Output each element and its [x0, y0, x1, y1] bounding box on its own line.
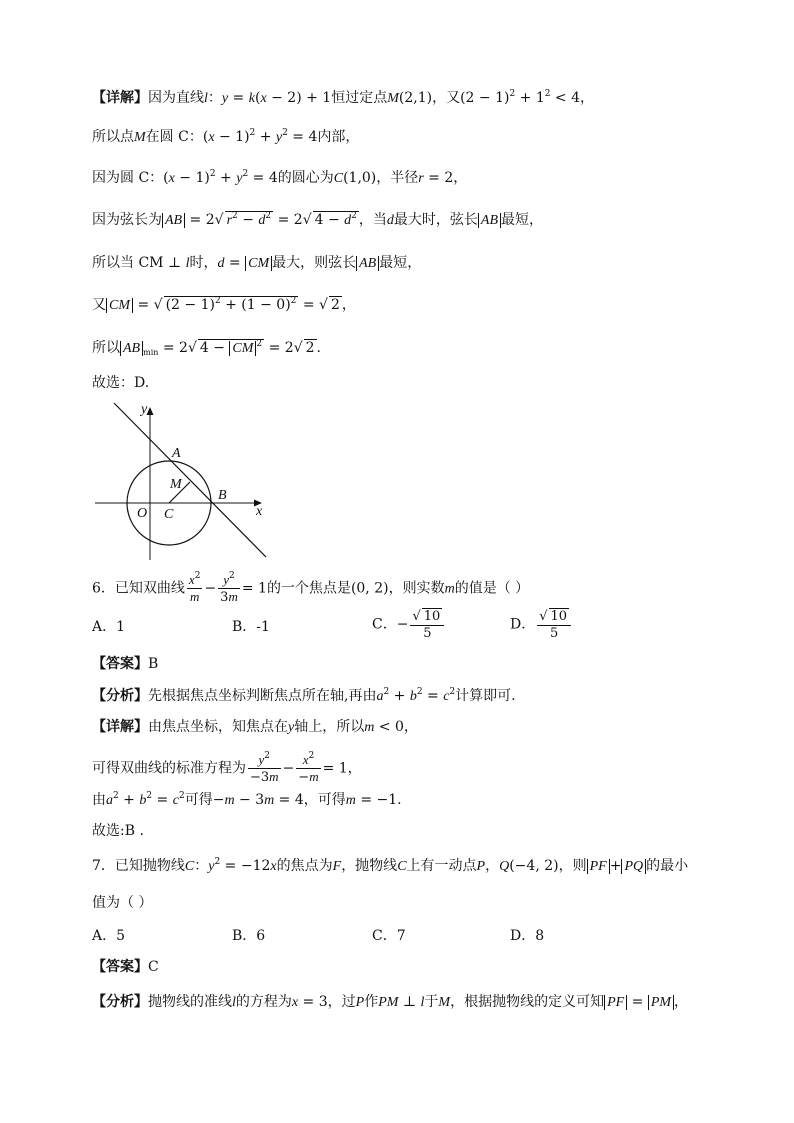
label-b: B	[218, 488, 227, 503]
q6-analysis: 【分析】先根据焦点坐标判断焦点所在轴,再由$a^2 + b^2 = c^2$计算即可.	[92, 687, 516, 704]
detail-tag: 【详解】	[92, 90, 148, 106]
point-m: M	[387, 91, 399, 106]
q6-answer: 【答案】B	[92, 656, 159, 672]
q6-detail: 【详解】由焦点坐标，知焦点在y轴上，所以m < 0，	[92, 719, 418, 735]
q6-option-c: C．− $\frac{√ 10}{5}$	[372, 608, 446, 641]
p5-line-6: 又 CM = √ $(2 - 1)^2 + (1 - 0)^2$ = √ 2 ，	[92, 296, 356, 313]
q6-option-b: B．-1	[232, 619, 270, 635]
q7-analysis: 【分析】抛物线的准线l的方程为x = 3，过P作PM ⊥ l于M，根据抛物线的定义可知 PF = PM ，	[92, 994, 689, 1010]
q7-stem-1: 7．已知抛物线C：$y^2 = -12x$的焦点为F，抛物线C上有一动点P，Q(−4, 2)，则 PF + PQ 的最小	[92, 857, 689, 874]
q6-option-a: A．1	[92, 619, 126, 635]
q7-answer: 【答案】C	[92, 959, 159, 975]
q6-from: 由$a^2 + b^2 = c^2$可得−m − 3m = 4，可得m = −1.	[92, 791, 402, 808]
q6-standard-eq: 可得双曲线的标准方程为 $\frac{y^2}{-3m}$ − $\frac{x^2}{-m}$ = 1，	[92, 751, 362, 785]
q7-option-c: C．7	[372, 928, 406, 944]
p5-line-5: 所以当 CM ⊥ l时，d = CM 最大，则弦长 AB 最短，	[92, 255, 422, 271]
label-o: O	[137, 506, 148, 521]
p5-choose: 故选：D.	[92, 375, 150, 391]
q6-option-d: D． $\frac{√ 10}{5}$	[510, 608, 573, 641]
p5-line-3: 因为圆 C：$(x - 1)^2 + y^2 = 4$的圆心为C(1,0)，半径r = 2，	[92, 169, 468, 186]
q6-stem: 6．已知双曲线 $\frac{x^2}{m}$ − $\frac{y^2}{3m}$ = 1的一个焦点是(0, 2)，则实数m的值是（ ）	[92, 571, 530, 605]
math-line-eq: l	[204, 91, 208, 106]
p5-line-1: 【详解】因为直线l：y = k(x − 2) + 1恒过定点M(2,1)，又$(2 - 1)^2 + 1^2 < 4$，	[92, 89, 595, 106]
q7-stem-2: 值为（ ）	[92, 895, 153, 911]
q7-option-b: B．6	[232, 928, 266, 944]
p5-line-2: 所以点M在圆 C：$(x - 1)^2 + y^2 = 4$内部，	[92, 128, 360, 145]
q6-choose: 故选:B .	[92, 823, 144, 839]
line-l	[114, 403, 266, 557]
label-a: A	[172, 446, 181, 461]
circle-line-figure	[90, 395, 290, 565]
label-c: C	[164, 507, 174, 522]
q7-option-d: D．8	[510, 928, 545, 944]
label-x: x	[256, 504, 263, 519]
q7-option-a: A．5	[92, 928, 126, 944]
p5-line-4: 因为弦长为 AB = 2√ $r^2 - d^2 = 2√$ $4 - d^2$ ，当d最大时，弦长 AB 最短，	[92, 211, 543, 228]
p5-line-7: 所以 AB $_{min}$ = 2√ 4 − CM $^2$ = 2√ 2 .	[92, 339, 321, 357]
label-y: y	[141, 402, 148, 417]
y-axis-arrow-icon	[147, 407, 154, 415]
label-m: M	[170, 477, 182, 492]
